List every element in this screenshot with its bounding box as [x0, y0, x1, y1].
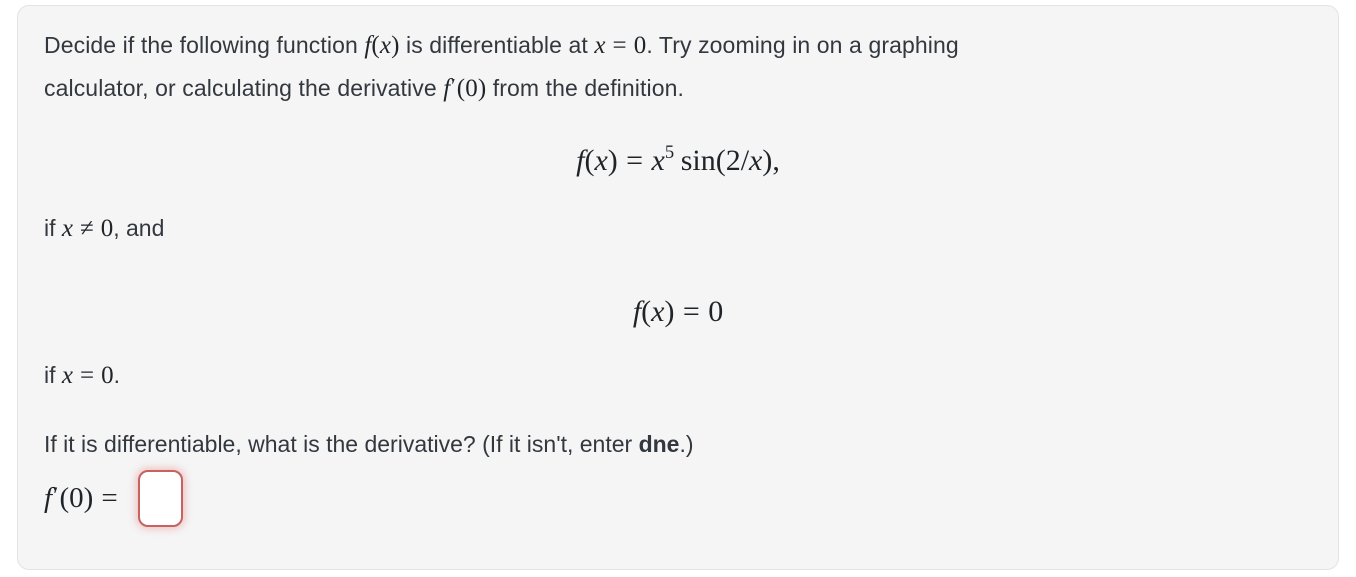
- problem-panel: [17, 5, 1339, 570]
- answer-label-f-prime-0: f′(0) =: [44, 482, 118, 514]
- not-equal-sign: ≠: [80, 215, 94, 242]
- sin-function: sin: [680, 144, 716, 177]
- formula-fx-zero: f(x) = 0: [632, 295, 724, 328]
- inline-math-fx: f(x): [364, 32, 400, 59]
- inline-math-f-prime-0: f′(0): [443, 75, 487, 102]
- question-text: .): [679, 431, 694, 457]
- exponent: 5: [664, 142, 675, 164]
- statement-text: is differentiable at: [399, 32, 595, 58]
- condition-text: if: [44, 215, 62, 241]
- condition-x-zero: [44, 357, 1312, 394]
- condition-text: if: [44, 362, 62, 388]
- inline-math-x-equals-0: x = 0: [594, 32, 647, 59]
- formula-fx-definition: $f(x) = x^5$ sin(2/x),: [576, 142, 780, 177]
- answer-row: [44, 470, 1312, 527]
- problem-statement-line-2: [44, 67, 1312, 112]
- condition-text: , and: [113, 215, 165, 241]
- statement-text: from the definition.: [486, 75, 684, 101]
- problem-statement-line-1: [44, 24, 1312, 67]
- dne-keyword: dne: [638, 431, 680, 457]
- condition-x-nonzero: [44, 210, 1312, 247]
- statement-text: . Try zooming in on a graphing: [646, 32, 959, 58]
- condition-text: .: [113, 362, 120, 388]
- statement-text: calculator, or calculating the derivative: [44, 75, 444, 101]
- inline-math-x-equals-0: x = 0: [61, 362, 114, 389]
- inline-math-x-noteq-0: x ≠ 0: [61, 215, 114, 242]
- statement-text: Decide if the following function: [44, 32, 365, 58]
- question-text: If it is differentiable, what is the derivative? (If it isn't, enter: [44, 431, 639, 457]
- question-line: [44, 426, 1312, 462]
- derivative-answer-input[interactable]: [138, 470, 183, 527]
